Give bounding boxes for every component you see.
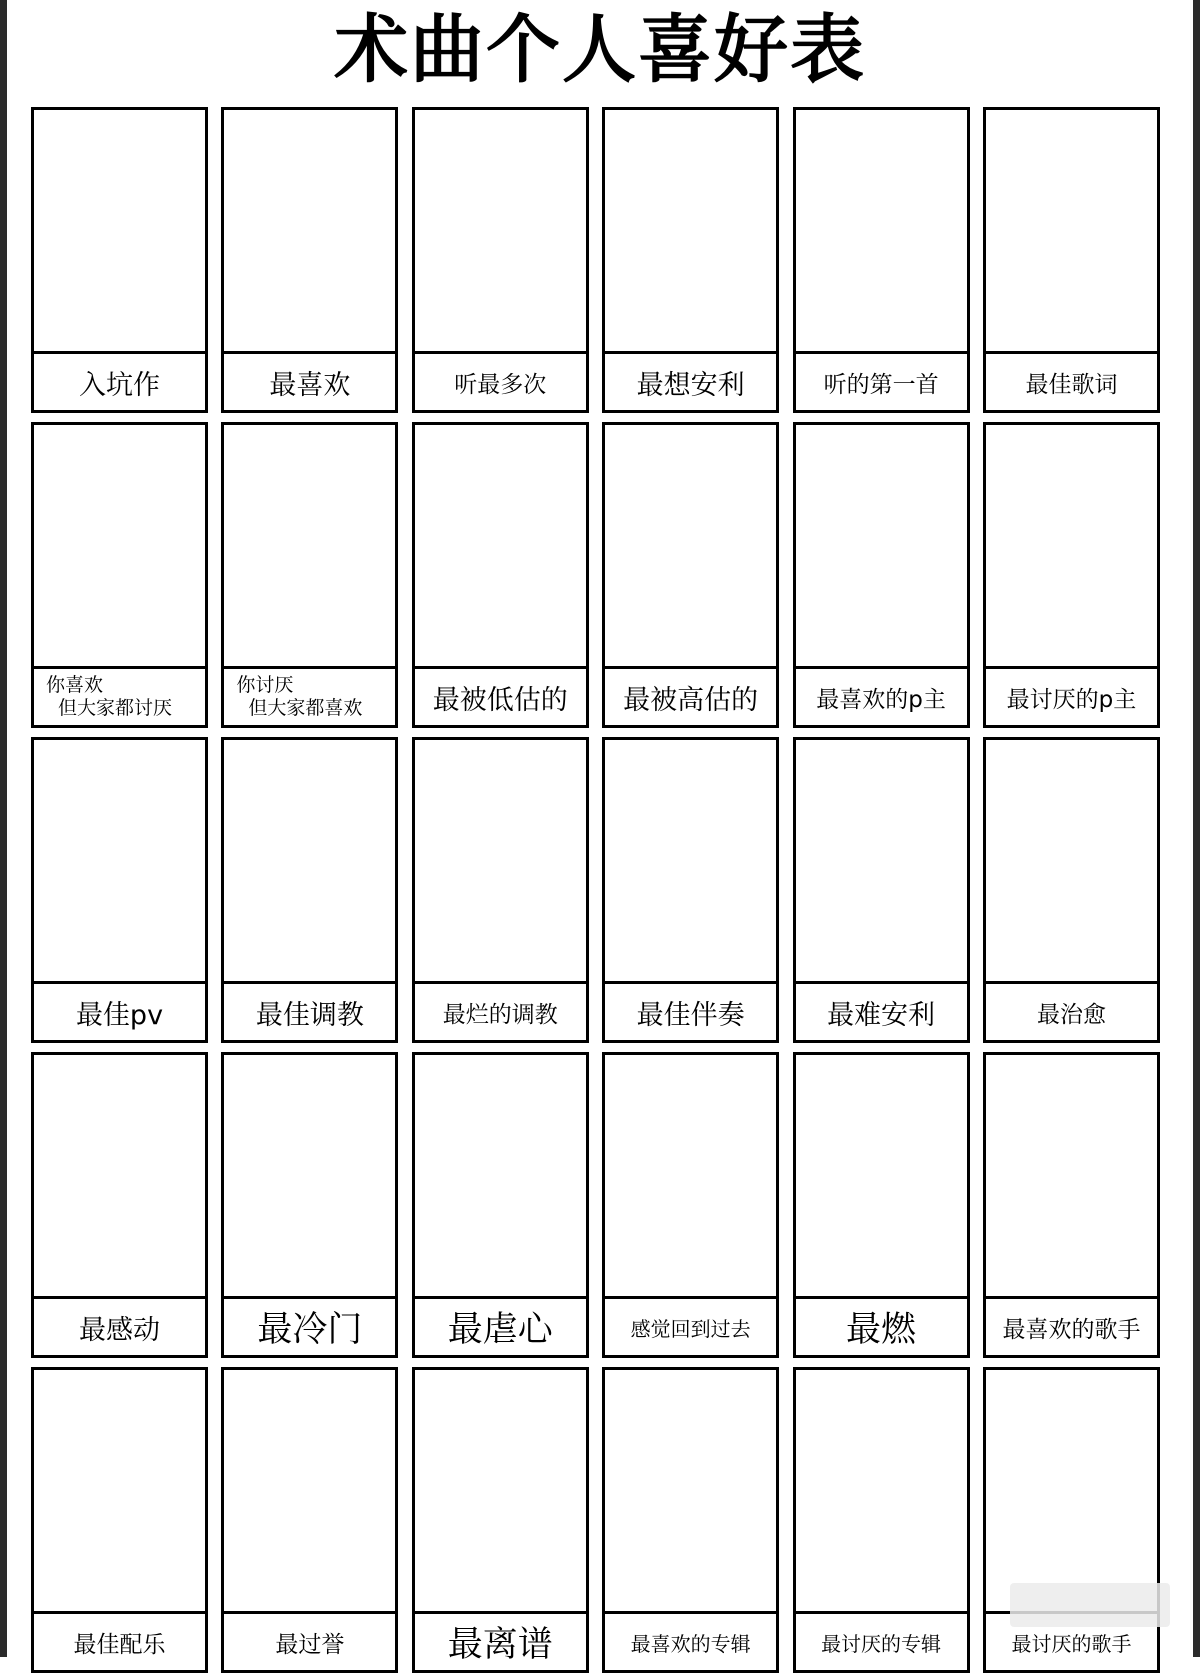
image-slot[interactable] bbox=[34, 425, 205, 669]
card-label-line: 最佳歌词 bbox=[1025, 371, 1118, 398]
preference-card bbox=[412, 737, 589, 1043]
preference-card bbox=[793, 1367, 970, 1673]
card-label bbox=[34, 1614, 205, 1670]
image-slot[interactable] bbox=[224, 740, 395, 984]
card-label bbox=[986, 984, 1157, 1040]
image-slot[interactable] bbox=[986, 1055, 1157, 1299]
card-label-line: 最治愈 bbox=[1036, 1001, 1106, 1028]
left-border bbox=[0, 0, 7, 1657]
card-label bbox=[224, 1614, 395, 1670]
image-slot[interactable] bbox=[605, 740, 776, 984]
card-label-line: 但大家都喜欢 bbox=[248, 697, 363, 719]
image-slot[interactable] bbox=[605, 1055, 776, 1299]
card-label-line: 最烂的调教 bbox=[442, 1001, 558, 1028]
page-title: 术曲个人喜好表 bbox=[334, 7, 866, 93]
card-label bbox=[224, 669, 395, 725]
card-label-line: 最难安利 bbox=[827, 999, 936, 1031]
card-label-line: 最过誉 bbox=[275, 1631, 345, 1658]
preference-grid bbox=[31, 107, 1160, 1667]
image-slot[interactable] bbox=[796, 425, 967, 669]
card-label bbox=[986, 669, 1157, 725]
card-label-line: 感觉回到过去 bbox=[630, 1316, 751, 1341]
image-slot[interactable] bbox=[605, 110, 776, 354]
image-slot[interactable] bbox=[415, 1370, 586, 1614]
preference-card bbox=[412, 422, 589, 728]
card-label-line: 最冷门 bbox=[257, 1310, 363, 1350]
preference-card bbox=[793, 737, 970, 1043]
preference-card bbox=[983, 1367, 1160, 1673]
preference-card bbox=[793, 107, 970, 413]
card-label-line: 最佳调教 bbox=[255, 999, 364, 1031]
card-label bbox=[34, 354, 205, 410]
card-label bbox=[415, 669, 586, 725]
card-label bbox=[224, 354, 395, 410]
card-label-line: 最佳配乐 bbox=[73, 1631, 166, 1658]
card-label bbox=[605, 1614, 776, 1670]
image-slot[interactable] bbox=[415, 1055, 586, 1299]
preference-card bbox=[602, 422, 779, 728]
image-slot[interactable] bbox=[224, 110, 395, 354]
card-label-line: 最感动 bbox=[79, 1314, 160, 1346]
card-label-line: 最被低估的 bbox=[432, 684, 568, 716]
preference-card bbox=[983, 107, 1160, 413]
card-label bbox=[605, 984, 776, 1040]
card-label bbox=[415, 354, 586, 410]
image-slot[interactable] bbox=[34, 110, 205, 354]
preference-card bbox=[602, 107, 779, 413]
card-label bbox=[34, 1299, 205, 1355]
right-border bbox=[1193, 0, 1200, 1657]
card-label-line: 最喜欢的p主 bbox=[816, 686, 946, 713]
card-label-line: 听的第一首 bbox=[823, 371, 939, 398]
image-slot[interactable] bbox=[224, 1370, 395, 1614]
image-slot[interactable] bbox=[796, 1370, 967, 1614]
image-slot[interactable] bbox=[796, 1055, 967, 1299]
preference-card bbox=[31, 422, 208, 728]
image-slot[interactable] bbox=[796, 740, 967, 984]
card-label bbox=[224, 1299, 395, 1355]
preference-card bbox=[983, 422, 1160, 728]
card-label-line: 最讨厌的p主 bbox=[1006, 686, 1137, 713]
card-label-line: 最喜欢的歌手 bbox=[1002, 1316, 1141, 1343]
card-label bbox=[605, 669, 776, 725]
card-label-line: 最喜欢 bbox=[269, 369, 351, 401]
preference-card bbox=[221, 1052, 398, 1358]
card-label bbox=[986, 354, 1157, 410]
card-label bbox=[415, 1614, 586, 1670]
card-label bbox=[605, 1299, 776, 1355]
preference-card bbox=[221, 107, 398, 413]
image-slot[interactable] bbox=[415, 740, 586, 984]
card-label-line: 最佳pv bbox=[75, 999, 164, 1031]
card-label bbox=[224, 984, 395, 1040]
image-slot[interactable] bbox=[34, 1055, 205, 1299]
card-label-line: 最喜欢的专辑 bbox=[630, 1631, 751, 1656]
card-label bbox=[605, 354, 776, 410]
card-label-line: 最离谱 bbox=[447, 1625, 553, 1665]
image-slot[interactable] bbox=[224, 425, 395, 669]
image-slot[interactable] bbox=[796, 110, 967, 354]
preference-card bbox=[412, 1367, 589, 1673]
preference-card bbox=[793, 422, 970, 728]
preference-card bbox=[983, 737, 1160, 1043]
card-label-line: 听最多次 bbox=[454, 371, 547, 398]
preference-card bbox=[602, 1052, 779, 1358]
image-slot[interactable] bbox=[415, 110, 586, 354]
image-slot[interactable] bbox=[986, 110, 1157, 354]
preference-card bbox=[221, 1367, 398, 1673]
card-label-line: 最佳伴奏 bbox=[636, 999, 745, 1031]
image-slot[interactable] bbox=[34, 740, 205, 984]
preference-card bbox=[602, 1367, 779, 1673]
card-label bbox=[796, 1614, 967, 1670]
card-label-line: 最讨厌的歌手 bbox=[1011, 1631, 1132, 1656]
card-label-line: 最虐心 bbox=[447, 1310, 553, 1350]
card-label-line: 最讨厌的专辑 bbox=[821, 1631, 942, 1656]
image-slot[interactable] bbox=[986, 740, 1157, 984]
card-label bbox=[796, 1299, 967, 1355]
card-label-line: 最想安利 bbox=[636, 369, 745, 401]
preference-card bbox=[412, 1052, 589, 1358]
preference-card bbox=[983, 1052, 1160, 1358]
preference-card bbox=[31, 107, 208, 413]
card-label-line: 入坑作 bbox=[79, 369, 160, 401]
preference-card bbox=[793, 1052, 970, 1358]
preference-card bbox=[31, 1367, 208, 1673]
image-slot[interactable] bbox=[605, 1370, 776, 1614]
preference-card bbox=[31, 1052, 208, 1358]
image-slot[interactable] bbox=[34, 1370, 205, 1614]
preference-card bbox=[412, 107, 589, 413]
image-slot[interactable] bbox=[986, 425, 1157, 669]
image-slot[interactable] bbox=[224, 1055, 395, 1299]
image-slot[interactable] bbox=[986, 1370, 1157, 1614]
card-label bbox=[796, 984, 967, 1040]
card-label-line: 最燃 bbox=[846, 1310, 917, 1350]
card-label bbox=[796, 669, 967, 725]
image-slot[interactable] bbox=[415, 425, 586, 669]
preference-card bbox=[602, 737, 779, 1043]
card-label bbox=[415, 984, 586, 1040]
card-label bbox=[34, 984, 205, 1040]
preference-card bbox=[221, 737, 398, 1043]
card-label bbox=[34, 669, 205, 725]
card-label-line: 你讨厌 bbox=[236, 674, 294, 696]
card-label bbox=[415, 1299, 586, 1355]
image-slot[interactable] bbox=[605, 425, 776, 669]
card-label bbox=[986, 1299, 1157, 1355]
card-label-line: 但大家都讨厌 bbox=[58, 697, 173, 719]
card-label-line: 你喜欢 bbox=[46, 674, 104, 696]
preference-card bbox=[221, 422, 398, 728]
card-label bbox=[796, 354, 967, 410]
card-label-line: 最被高估的 bbox=[623, 684, 759, 716]
preference-card bbox=[31, 737, 208, 1043]
watermark-logo bbox=[1010, 1583, 1170, 1627]
